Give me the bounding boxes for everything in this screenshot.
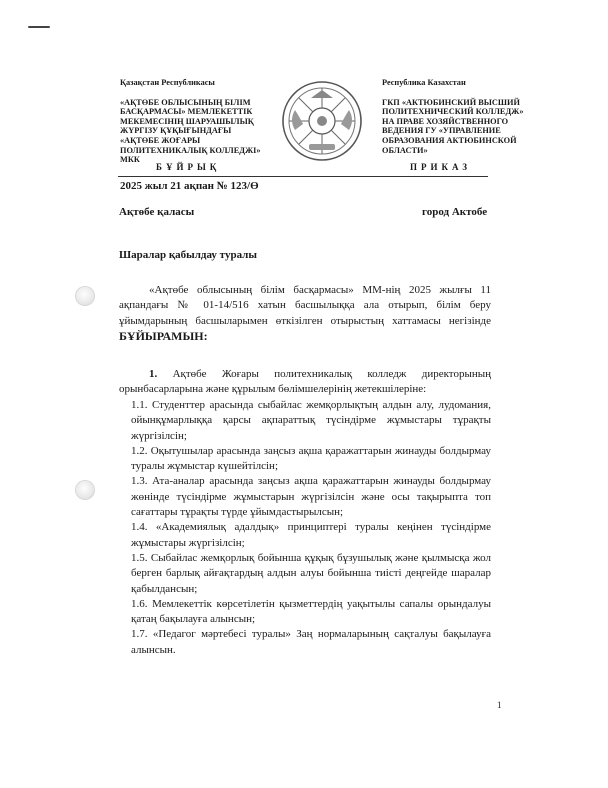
org-line: МЕКЕМЕСІНІҢ ШАРУАШЫЛЫҚ bbox=[120, 116, 254, 126]
subject-title: Шаралар қабылдау туралы bbox=[119, 249, 257, 261]
intro-text: «Ақтөбе облысының білім басқармасы» ММ-нің 2025 жылғы 11 ақпандағы № 01-14/516 хатын басшылыққа ала отырып, білім беру ұйымдарының басшыларымен өткізілген отырыстың хаттамасы негізінде bbox=[119, 284, 491, 327]
org-line: ОБЛАСТИ» bbox=[382, 145, 428, 155]
point-1-number: 1. bbox=[149, 368, 158, 380]
subitems-list bbox=[131, 398, 491, 658]
org-line: ПОЛИТЕХНИЧЕСКИЙ КОЛЛЕДЖ» bbox=[382, 107, 524, 117]
list-item: 1.2. Оқытушылар арасында заңсыз ақша қаражаттарын жинауды болдырмау туралы жұмыстар күшейтілсін; bbox=[131, 444, 491, 473]
doc-word-kz: БҰЙРЫҚ bbox=[156, 162, 221, 172]
list-item: 1.6. Мемлекеттік көрсетілетін қызметтердің уақытылы сапалы орындалуы қатаң бақылауға алынсын; bbox=[131, 597, 491, 626]
country-kz: Қазақстан Республикасы bbox=[120, 78, 215, 87]
org-line: «АҚТӨБЕ ЖОҒАРЫ bbox=[120, 135, 201, 145]
org-line: ПОЛИТЕХНИКАЛЫҚ КОЛЛЕДЖІ» bbox=[120, 145, 261, 155]
page-number: 1 bbox=[497, 700, 502, 710]
org-line: БАСҚАРМАСЫ» МЕМЛЕКЕТТІК bbox=[120, 107, 253, 117]
point-1-text: Ақтөбе Жоғары политехникалық колледж директорының орынбасарларына және құрылым бөлімшелерінің жетекшілеріне: bbox=[119, 368, 492, 396]
list-item: 1.4. «Академиялық адалдық» принциптері туралы кеңінен түсіндірме жұмыстары жүргізілсін; bbox=[131, 521, 491, 549]
org-line: ОБРАЗОВАНИЯ АКТЮБИНСКОЙ bbox=[382, 135, 517, 145]
punch-hole-top bbox=[76, 287, 94, 305]
org-line: НА ПРАВЕ ХОЗЯЙСТВЕННОГО bbox=[382, 116, 509, 126]
punch-hole-bottom bbox=[76, 481, 94, 499]
city-kz: Ақтөбе қаласы bbox=[119, 206, 195, 218]
country-ru: Республика Казахстан bbox=[382, 78, 466, 87]
point-1-paragraph bbox=[119, 367, 491, 398]
list-item: 1.5. Сыбайлас жемқорлық бойынша құқық бұзушылық және қылмысқа жол берген барлық айғақтардың алдын алуы бойынша тиісті деңгейде шаралар қабылдансын; bbox=[131, 551, 491, 595]
org-line: ГКП «АКТЮБИНСКИЙ ВЫСШИЙ bbox=[382, 97, 520, 107]
org-line: МКК bbox=[120, 155, 140, 165]
org-line: ЖҮРГІЗУ ҚҰҚЫҒЫНДАҒЫ bbox=[120, 126, 232, 136]
doc-word-ru: ПРИКАЗ bbox=[410, 162, 472, 172]
org-line: «АҚТӨБЕ ОБЛЫСЫНЫҢ БІЛІМ bbox=[120, 97, 251, 107]
org-line: ВЕДЕНИЯ ГУ «УПРАВЛЕНИЕ bbox=[382, 126, 501, 136]
intro-paragraph bbox=[119, 283, 491, 345]
list-item: 1.3. Ата-аналар арасында заңсыз ақша қаражаттарын жинауды болдырмау жөнінде түсіндірме жұмыстарын жүргізілсін және осы тақырыпта топ сағаттары тұрақты түрде ұйымдастырылсын; bbox=[131, 475, 491, 519]
list-item: 1.7. «Педагог мәртебесі туралы» Заң нормаларының сақталуы бақылауға алынсын. bbox=[131, 628, 491, 656]
header-right bbox=[382, 78, 532, 155]
kazakhstan-state-emblem-icon bbox=[281, 80, 363, 162]
date-number: 2025 жыл 21 ақпан № 123/Ө bbox=[120, 180, 259, 192]
scan-mark bbox=[28, 26, 50, 28]
header-divider bbox=[118, 176, 488, 177]
list-item: 1.1. Студенттер арасында сыбайлас жемқорлықтың алдын алу, лудомания, ойынқұмарлыққа қарсы ақпараттық түсіндірме жұмыстары тұрақты жүргізілсін; bbox=[131, 399, 491, 442]
order-word: БҰЙЫРАМЫН: bbox=[119, 328, 208, 343]
header-left bbox=[120, 78, 280, 165]
city-ru: город Актобе bbox=[422, 206, 488, 218]
